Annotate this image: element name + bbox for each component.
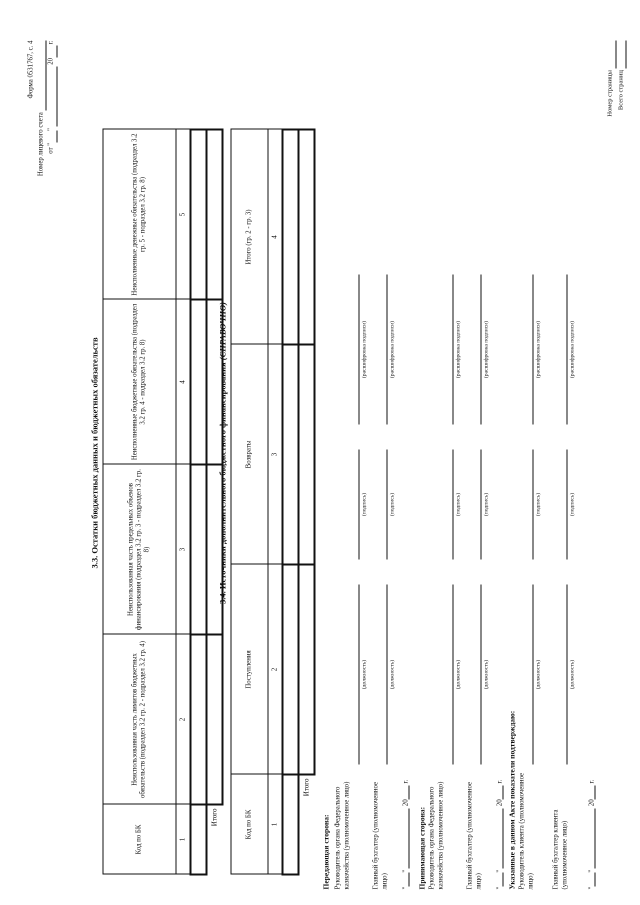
date-year-line: [48, 45, 57, 57]
section-3-4-title-text: 3.4. Источники дополнительного бюджетного финансирования: [217, 361, 227, 604]
position-line[interactable]: [480, 584, 481, 764]
signature-caption: (подпись): [361, 492, 367, 516]
col-num: 5: [176, 129, 191, 299]
col-financing: Неиспользованная часть предельных объемов финансирования (подраздел 3.2 гр. 3 - подраздел 3.2 гр. 8): [103, 464, 176, 634]
total-label: Итого: [210, 808, 219, 826]
decoding-caption: (расшифровка подписи): [483, 320, 489, 378]
table-row: [282, 129, 298, 874]
total-row: [298, 129, 314, 874]
date-suffix: г.: [400, 779, 409, 784]
position-line[interactable]: [358, 584, 359, 764]
col-num: 3: [268, 344, 283, 564]
date-line-transferring: [400, 779, 409, 889]
table-cell[interactable]: [282, 564, 298, 774]
section-3-3-table: [102, 128, 223, 875]
form-header: [26, 40, 57, 176]
signature-caption: (подпись): [455, 492, 461, 516]
position-caption: (должность): [389, 659, 395, 689]
col-budget-obligations: Неисполненные бюджетные обязательства (подраздел 3.2 гр. 4 - подраздел 3.2 гр. 8): [103, 299, 176, 464]
month-line[interactable]: [494, 808, 503, 868]
position-caption: (должность): [361, 659, 367, 689]
table-cell[interactable]: [282, 344, 298, 564]
date-quote: ": [400, 886, 409, 889]
table-row: [190, 129, 206, 874]
table-cell[interactable]: [190, 634, 206, 804]
signature-line[interactable]: [386, 449, 387, 559]
table-cell[interactable]: [190, 804, 206, 874]
date-suffix: г.: [586, 779, 595, 784]
col-num: 1: [176, 804, 191, 874]
chief-acc-label: Главный бухгалтер (уполномоченное лицо): [372, 781, 388, 889]
date-quote: ": [586, 869, 595, 873]
table-number-row: [176, 129, 191, 874]
year-line[interactable]: [494, 785, 503, 799]
table-cell[interactable]: [298, 344, 314, 564]
year-line[interactable]: [586, 785, 595, 799]
date-from-label: от ": [47, 142, 55, 154]
signature-caption: (подпись): [483, 492, 489, 516]
table-number-row: [268, 129, 283, 874]
col-num: 3: [176, 464, 191, 634]
position-line[interactable]: [452, 584, 453, 764]
position-caption: (должность): [455, 659, 461, 689]
table-header-row: [103, 129, 176, 874]
col-total: Итого (гр. 2 - гр. 3): [231, 129, 268, 344]
day-line[interactable]: [400, 872, 409, 886]
col-num: 1: [268, 774, 283, 874]
decoding-line[interactable]: [452, 274, 453, 424]
decoding-caption: (расшифровка подписи): [535, 320, 541, 378]
date-line-receiving: [494, 779, 503, 889]
table-cell[interactable]: [190, 129, 206, 299]
total-label: Итого: [302, 778, 311, 796]
date-month-line: [48, 66, 57, 126]
head-fk-label: Руководитель органа Федерального казначейства (уполномоченное лицо): [334, 781, 350, 889]
page-number-field[interactable]: [607, 40, 616, 68]
decoding-caption: (расшифровка подписи): [389, 320, 395, 378]
position-caption: (должность): [483, 659, 489, 689]
date-quote: ": [47, 127, 55, 131]
table-cell[interactable]: [298, 564, 314, 774]
date-quote: ": [494, 869, 503, 873]
section-3-3-title: 3.3. Остатки бюджетных данных и бюджетных обязательств: [89, 336, 99, 569]
date-suffix: г.: [47, 40, 55, 44]
col-receipts: Поступления: [231, 564, 268, 774]
table-cell[interactable]: [190, 464, 206, 634]
col-num: 2: [268, 564, 283, 774]
date-quote: ": [586, 886, 595, 889]
decoding-line[interactable]: [566, 274, 567, 424]
col-num: 4: [176, 299, 191, 464]
decoding-line[interactable]: [358, 274, 359, 424]
decoding-line[interactable]: [386, 274, 387, 424]
date-quote: ": [494, 886, 503, 889]
page-counter: [605, 40, 626, 116]
position-line[interactable]: [532, 584, 533, 764]
chief-acc-client-label: Главный бухгалтер клиента (уполномоченное лицо): [552, 809, 568, 889]
account-label: Номер лицевого счета: [37, 111, 45, 176]
page-total-label: Всего страниц: [616, 69, 624, 110]
day-line[interactable]: [494, 872, 503, 886]
account-number-line: [37, 40, 46, 110]
decoding-line[interactable]: [532, 274, 533, 424]
table-cell[interactable]: [190, 299, 206, 464]
confirmation-heading: Указанные в данном Акте показатели подтверждаю:: [507, 710, 516, 889]
decoding-caption: (расшифровка подписи): [569, 320, 575, 378]
signature-line[interactable]: [358, 449, 359, 559]
decoding-line[interactable]: [480, 274, 481, 424]
signature-line[interactable]: [532, 449, 533, 559]
decoding-caption: (расшифровка подписи): [455, 320, 461, 378]
date-day-line: [47, 127, 57, 142]
position-caption: (должность): [569, 659, 575, 689]
col-limits: Неиспользованная часть лимитов бюджетных обязательств (подраздел 3.2 гр. 2 - подраздел 3.2 гр. 4): [103, 634, 176, 804]
date-year: 20: [494, 798, 503, 806]
date-line-client: [586, 779, 595, 889]
position-line[interactable]: [566, 584, 567, 764]
col-num: 4: [268, 129, 283, 344]
col-num: 2: [176, 634, 191, 804]
col-returns: Возвраты: [231, 344, 268, 564]
section-3-4-note: (СПРАВОЧНО): [217, 301, 227, 360]
date-year: 20: [400, 798, 409, 806]
signature-caption: (подпись): [389, 492, 395, 516]
table-cell[interactable]: [282, 129, 298, 344]
date-suffix: г.: [494, 779, 503, 784]
transferring-party-heading: Передающая сторона:: [321, 813, 330, 889]
signature-line[interactable]: [566, 449, 567, 559]
position-caption: (должность): [535, 659, 541, 689]
col-kbk: Код по БК: [231, 774, 268, 874]
table-header-row: [231, 129, 268, 874]
signature-line[interactable]: [452, 449, 453, 559]
page-total-field[interactable]: [617, 40, 626, 68]
col-money-obligations: Неисполненные денежные обязательства (подраздел 3.2 гр. 5 - подраздел 3.2 гр. 8): [103, 129, 176, 299]
date-year: 20: [47, 57, 55, 65]
page-number-label: Номер страницы: [606, 69, 614, 117]
form-label: Форма 0531767, с. 4: [27, 40, 34, 99]
signature-caption: (подпись): [535, 492, 541, 516]
day-line[interactable]: [586, 872, 595, 886]
col-kbk: Код по БК: [103, 804, 176, 874]
signature-caption: (подпись): [569, 492, 575, 516]
position-line[interactable]: [386, 584, 387, 764]
table-cell[interactable]: [298, 129, 314, 344]
section-3-4-table: [230, 128, 315, 875]
month-line[interactable]: [400, 808, 409, 868]
year-line[interactable]: [400, 785, 409, 799]
date-year: 20: [586, 798, 595, 806]
signature-line[interactable]: [480, 449, 481, 559]
signature-section: [322, 29, 632, 889]
decoding-caption: (расшифровка подписи): [361, 320, 367, 378]
head-client-label: Руководитель клиента (уполномоченное лицо): [518, 772, 534, 889]
table-cell[interactable]: [282, 774, 298, 874]
date-quote: ": [400, 869, 409, 873]
month-line[interactable]: [586, 808, 595, 868]
chief-acc-label: Главный бухгалтер (уполномоченное лицо): [466, 781, 482, 889]
section-3-4-title: [218, 0, 228, 905]
head-fk-label: Руководитель органа Федерального казначейства (уполномоченное лицо): [428, 781, 444, 889]
receiving-party-heading: Принимающая сторона:: [417, 806, 426, 889]
